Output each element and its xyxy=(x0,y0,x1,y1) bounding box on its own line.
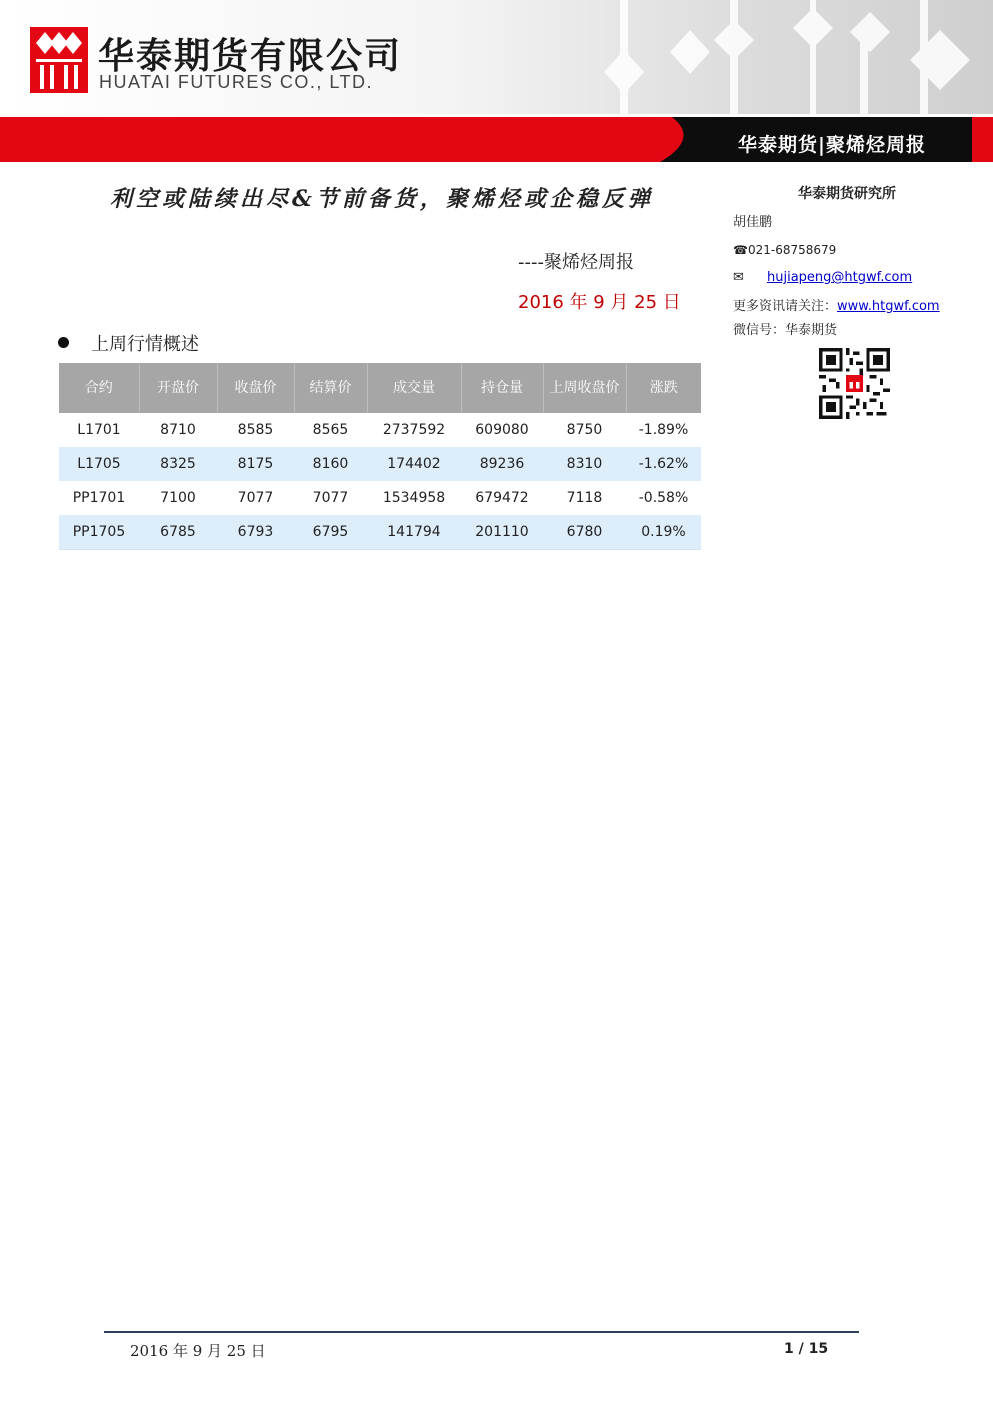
footer-divider xyxy=(104,1331,859,1333)
cell-volume: 174402 xyxy=(367,447,461,481)
phone-line xyxy=(733,243,836,257)
cell-open: 8325 xyxy=(139,447,217,481)
cell-close: 7077 xyxy=(237,490,274,506)
company-logo xyxy=(30,27,88,93)
report-date: 2016 年 9 月 25 日 xyxy=(518,292,681,313)
cell-close: 8175 xyxy=(217,447,294,481)
col-header-contract: 合约 xyxy=(59,363,139,413)
cell-volume: 2737592 xyxy=(382,422,446,438)
table-row xyxy=(59,515,701,550)
cell-volume: 141794 xyxy=(367,515,461,550)
col-header-change: 涨跌 xyxy=(626,363,701,413)
cell-settle: 8160 xyxy=(294,447,367,481)
report-tag: 华泰期货|聚烯烃周报 xyxy=(738,134,926,156)
table-row xyxy=(59,413,701,447)
cell-prev-close: 6780 xyxy=(543,515,626,550)
bullet-icon xyxy=(58,337,69,348)
cell-settle: 6795 xyxy=(294,515,367,550)
col-header-volume: 成交量 xyxy=(367,363,461,413)
research-org: 华泰期货研究所 xyxy=(798,186,896,202)
cell-open: 8710 xyxy=(160,422,196,438)
col-header-open-interest: 持仓量 xyxy=(461,363,543,413)
header-decoration xyxy=(560,0,993,114)
company-name-en: HUATAI FUTURES CO., LTD. xyxy=(99,72,374,92)
cell-open: 6785 xyxy=(139,515,217,550)
table-row xyxy=(59,481,701,515)
section-heading xyxy=(58,330,199,356)
phone-icon: ☎ xyxy=(733,243,748,257)
website-line xyxy=(733,295,940,314)
cell-change: -0.58% xyxy=(638,490,689,506)
cell-close: 8585 xyxy=(237,422,274,438)
cell-change: -1.89% xyxy=(638,422,689,438)
cell-open-interest: 679472 xyxy=(475,490,529,506)
company-name-cn: 华泰期货有限公司 xyxy=(98,36,403,77)
cell-contract: PP1705 xyxy=(59,515,139,550)
website-link[interactable]: www.htgwf.com xyxy=(837,299,940,314)
email-link[interactable]: hujiapeng@htgwf.com xyxy=(767,270,913,285)
section-title: 上周行情概述 xyxy=(91,334,199,355)
col-header-settle: 结算价 xyxy=(294,363,367,413)
cell-change: 0.19% xyxy=(626,515,701,550)
cell-close: 6793 xyxy=(217,515,294,550)
page-number: 1 / 15 xyxy=(784,1341,829,1357)
cell-settle: 8565 xyxy=(312,422,349,438)
col-header-open: 开盘价 xyxy=(139,363,217,413)
email-line xyxy=(733,270,912,285)
envelope-icon: ✉ xyxy=(733,270,744,285)
cell-open-interest: 609080 xyxy=(475,422,529,438)
cell-contract: PP1701 xyxy=(72,490,126,506)
page-title: 利空或陆续出尽&节前备货，聚烯烃或企稳反弹 xyxy=(110,186,654,212)
col-header-prev-close: 上周收盘价 xyxy=(543,363,626,413)
website-label: 更多资讯请关注： xyxy=(733,299,838,314)
cell-volume: 1534958 xyxy=(382,490,446,506)
cell-settle: 7077 xyxy=(312,490,349,506)
cell-open: 7100 xyxy=(160,490,196,506)
footer-date: 2016 年 9 月 25 日 xyxy=(130,1342,266,1360)
cell-prev-close: 7118 xyxy=(566,490,603,506)
cell-prev-close: 8310 xyxy=(543,447,626,481)
table-header-row xyxy=(59,363,701,413)
cell-prev-close: 8750 xyxy=(566,422,603,438)
cell-contract: L1701 xyxy=(77,422,121,438)
wechat-id: 微信号：华泰期货 xyxy=(733,323,838,338)
phone-number: 021-68758679 xyxy=(747,243,837,257)
cell-contract: L1705 xyxy=(59,447,139,481)
cell-open-interest: 201110 xyxy=(461,515,543,550)
analyst-name: 胡佳鹏 xyxy=(733,215,773,230)
col-header-close: 收盘价 xyxy=(217,363,294,413)
table-row xyxy=(59,447,701,481)
cell-change: -1.62% xyxy=(626,447,701,481)
cell-open-interest: 89236 xyxy=(461,447,543,481)
market-summary-table xyxy=(59,363,701,550)
qr-code xyxy=(819,348,890,419)
page-subtitle: ----聚烯烃周报 xyxy=(518,252,634,273)
